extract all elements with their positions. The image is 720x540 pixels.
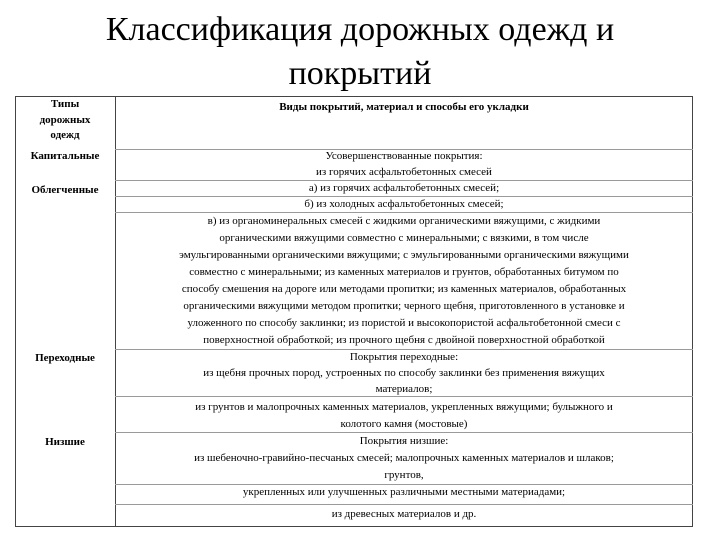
surface-line: из грунтов и малопрочных каменных материалов, укрепленных вяжущими; булыжного и — [195, 401, 613, 413]
surface-line: грунтов, — [384, 469, 424, 481]
title-line-2: покрытий — [288, 55, 432, 92]
header-types-cell — [15, 97, 115, 144]
surface-line: поверхностной обработкой; из прочного щебня с двойной поверхностной обработкой — [203, 334, 605, 346]
slide-title — [0, 8, 720, 96]
type-lightweight: Облегченные — [31, 184, 99, 196]
header-types-line: Типы — [50, 98, 80, 110]
classification-table — [15, 96, 693, 527]
surface-line: Покрытия переходные: — [349, 351, 459, 363]
table-border-bottom — [15, 526, 693, 527]
type-capital: Капитальные — [30, 150, 100, 162]
surface-line: из древесных материалов и др. — [331, 508, 477, 520]
surface-line: колотого камня (мостовые) — [340, 418, 468, 430]
type-low: Низшие — [45, 436, 85, 448]
header-types-line: одежд — [50, 129, 80, 142]
surface-line: укрепленных или улучшенных различными местными материадами; — [242, 486, 566, 498]
surface-line: Покрытия низшие: — [359, 435, 449, 447]
surface-line: в) из органоминеральных смесей с жидкими органическими вяжущими, с жидкими — [207, 215, 601, 227]
surface-line: эмульгированными органическими вяжущими; с эмульгированными органическими вяжущими — [179, 249, 629, 261]
type-transitional: Переходные — [35, 352, 95, 364]
surface-line: а) из горячих асфальтобетонных смесей; — [308, 182, 500, 194]
surface-line: Усовершенствованные покрытия: — [325, 150, 483, 162]
surface-line: из щебня прочных пород, устроенных по способу заклинки без применения вяжущих — [203, 367, 605, 379]
header-surfaces: Виды покрытий, материал и способы его укладки — [279, 101, 529, 113]
surface-line: уложенного по способу заклинки; из пористой и высокопористой асфальтобетонной смеси с — [187, 317, 621, 329]
surface-line: из шебеночно-гравийно-песчаных смесей; малопрочных каменных материалов и шлаков; — [194, 452, 614, 464]
header-types-line: дорожных — [39, 113, 91, 126]
surface-line: органическими вяжущими совместно с минеральными; с вязкими, в том числе — [219, 232, 589, 244]
surface-line: совместно с минеральными; из каменных материалов и грунтов, обработанных битумом по — [189, 266, 619, 278]
surface-line: из горячих асфальтобетонных смесей — [316, 166, 492, 178]
surface-line: материалов; — [375, 383, 433, 395]
row-line — [115, 504, 693, 505]
title-line-1: Классификация дорожных одежд и — [105, 11, 615, 48]
surface-line: б) из холодных асфальтобетонных смесей; — [304, 198, 504, 210]
surface-line: способу смешения на дороге или методами пропитки; из каменных материалов, обработанных — [181, 283, 627, 295]
table-border-top — [115, 96, 693, 97]
surface-line: органическими вяжущими методом пропитки; черного щебня, приготовленного в установке и — [183, 300, 625, 312]
